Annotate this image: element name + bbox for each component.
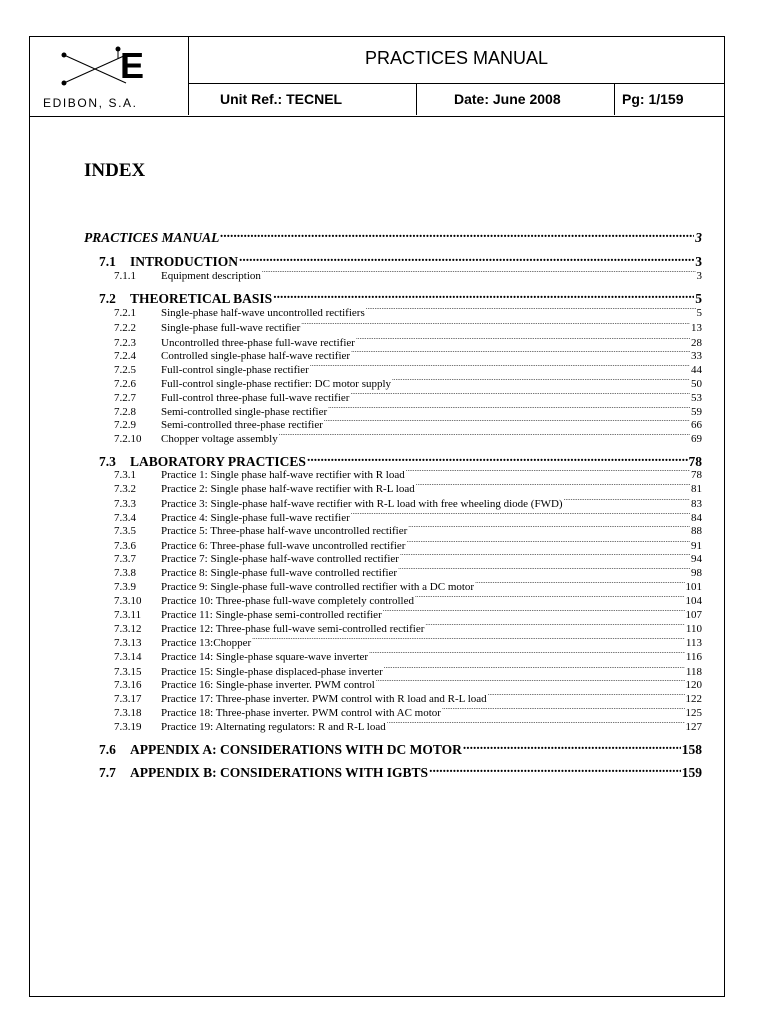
document-date: Date: June 2008 bbox=[417, 84, 615, 115]
toc-entry-number: 7.1.1 bbox=[114, 270, 136, 282]
toc-chapter[interactable] bbox=[84, 225, 702, 245]
toc-page-number: 3 bbox=[695, 254, 702, 269]
dot-leader bbox=[349, 387, 690, 401]
logo-letter: E bbox=[120, 45, 145, 86]
toc-entry-title: Practice 6: Three-phase full-wave uncontrolled rectifier bbox=[161, 540, 406, 552]
toc-page-number: 53 bbox=[691, 392, 702, 404]
toc-subentry[interactable] bbox=[114, 520, 702, 537]
dot-leader bbox=[399, 548, 690, 562]
toc-subentry[interactable] bbox=[114, 302, 702, 319]
toc-entry-title: Semi-controlled single-phase rectifier bbox=[161, 406, 328, 418]
toc-subentry[interactable] bbox=[114, 646, 702, 663]
toc-entry-number: 7.3.12 bbox=[114, 623, 142, 635]
toc-entry-title: Practice 10: Three-phase full-wave completely controlled bbox=[161, 595, 414, 607]
toc-entry-number: 7.2.2 bbox=[114, 322, 136, 334]
toc-entry-number: 7.2.7 bbox=[114, 392, 136, 404]
toc-subentry[interactable] bbox=[114, 590, 702, 607]
toc-entry-title: Full-control single-phase rectifier: DC motor supply bbox=[161, 378, 392, 390]
toc-subentry[interactable] bbox=[114, 317, 702, 334]
toc-subentry[interactable] bbox=[114, 702, 702, 719]
toc-entry-title: Practice 14: Single-phase square-wave inverter bbox=[161, 651, 369, 663]
toc-entry-title: Chopper voltage assembly bbox=[161, 433, 278, 445]
toc-entry-number: 7.2.8 bbox=[114, 406, 136, 418]
toc-page-number: 107 bbox=[685, 609, 702, 621]
toc-subentry[interactable] bbox=[114, 359, 702, 376]
toc-page-number: 33 bbox=[691, 350, 702, 362]
toc-page-number: 127 bbox=[685, 721, 702, 733]
page-number: Pg: 1/159 bbox=[622, 91, 684, 107]
toc-entry-title: Single-phase half-wave uncontrolled rectifiers bbox=[161, 307, 365, 319]
toc-subentry[interactable] bbox=[114, 414, 702, 431]
toc-entry-number: 7.3.5 bbox=[114, 525, 136, 537]
toc-entry-title: Practice 19: Alternating regulators: R and R-L load bbox=[161, 721, 386, 733]
toc-page-number: 110 bbox=[685, 623, 702, 635]
dot-leader bbox=[261, 265, 696, 279]
toc-entry-number: 7.2 bbox=[99, 291, 116, 306]
toc-entry-title: Practice 2: Single phase half-wave rectifier with R-L load bbox=[161, 483, 415, 495]
toc-page-number: 98 bbox=[691, 567, 702, 579]
toc-entry-number: 7.2.5 bbox=[114, 364, 136, 376]
toc-entry-number: 7.3 bbox=[99, 454, 116, 469]
dot-leader bbox=[219, 225, 694, 242]
dot-leader bbox=[405, 464, 690, 478]
toc-entry-title: Practice 17: Three-phase inverter. PWM control with R load and R-L load bbox=[161, 693, 487, 705]
manual-title: PRACTICES MANUAL bbox=[189, 37, 724, 84]
dot-leader bbox=[383, 661, 685, 675]
toc-subentry[interactable] bbox=[114, 688, 702, 705]
dot-leader bbox=[405, 535, 690, 549]
toc-page-number: 125 bbox=[685, 707, 702, 719]
toc-subentry[interactable] bbox=[114, 478, 702, 495]
toc-subentry[interactable] bbox=[114, 387, 702, 404]
toc-page-number: 28 bbox=[691, 337, 702, 349]
toc-page-number: 3 bbox=[695, 230, 702, 245]
toc-entry-number: 7.3.7 bbox=[114, 553, 136, 565]
toc-entry-title: APPENDIX B: CONSIDERATIONS WITH IGBTS bbox=[130, 765, 429, 780]
dot-leader bbox=[350, 507, 690, 521]
toc-entry-title: Practice 8: Single-phase full-wave controlled rectifier bbox=[161, 567, 398, 579]
dot-leader bbox=[415, 478, 690, 492]
dot-leader bbox=[487, 688, 685, 702]
toc-section[interactable] bbox=[99, 760, 702, 780]
toc-page-number: 91 bbox=[691, 540, 702, 552]
toc-page-number: 66 bbox=[691, 419, 702, 431]
toc-entry-number: 7.3.10 bbox=[114, 595, 142, 607]
toc-entry-title: INTRODUCTION bbox=[130, 254, 239, 269]
dot-leader bbox=[375, 674, 685, 688]
toc-subentry[interactable] bbox=[114, 674, 702, 691]
toc-entry-title: APPENDIX A: CONSIDERATIONS WITH DC MOTOR bbox=[130, 742, 462, 757]
toc-subentry[interactable] bbox=[114, 604, 702, 621]
dot-leader bbox=[355, 332, 690, 346]
dot-leader bbox=[300, 317, 690, 331]
dot-leader bbox=[309, 359, 690, 373]
toc-entry-number: 7.2.9 bbox=[114, 419, 136, 431]
toc-subentry[interactable] bbox=[114, 632, 702, 649]
toc-subentry[interactable] bbox=[114, 401, 702, 418]
dot-leader bbox=[350, 345, 690, 359]
toc-subentry[interactable] bbox=[114, 507, 702, 524]
toc-page-number: 118 bbox=[685, 666, 702, 678]
toc-entry-title: Practice 1: Single phase half-wave rectifier with R load bbox=[161, 469, 405, 481]
toc-page-number: 83 bbox=[691, 498, 702, 510]
toc-entry-number: 7.3.3 bbox=[114, 498, 136, 510]
toc-entry-title: Equipment description bbox=[161, 270, 261, 282]
dot-leader bbox=[407, 520, 690, 534]
toc-subentry[interactable] bbox=[114, 493, 702, 510]
toc-subentry[interactable] bbox=[114, 332, 702, 349]
dot-leader bbox=[368, 646, 685, 660]
toc-page-number: 159 bbox=[681, 765, 702, 780]
dot-leader bbox=[414, 590, 685, 604]
toc-entry-title: Practice 13:Chopper bbox=[161, 637, 252, 649]
dot-leader bbox=[278, 428, 690, 442]
toc-page-number: 44 bbox=[691, 364, 702, 376]
unit-reference: Unit Ref.: TECNEL bbox=[189, 84, 417, 115]
toc-entry-title: THEORETICAL BASIS bbox=[130, 291, 273, 306]
toc-page-number: 120 bbox=[685, 679, 702, 691]
toc-entry-title: Semi-controlled three-phase rectifier bbox=[161, 419, 323, 431]
toc-entry-title: Practice 5: Three-phase half-wave uncontrolled rectifier bbox=[161, 525, 408, 537]
toc-entry-number: 7.3.17 bbox=[114, 693, 142, 705]
toc-entry-number: 7.2.1 bbox=[114, 307, 136, 319]
toc-page-number: 158 bbox=[681, 742, 702, 757]
toc-page-number: 88 bbox=[691, 525, 702, 537]
toc-entry-title: Full-control single-phase rectifier bbox=[161, 364, 309, 376]
toc-entry-number: 7.2.4 bbox=[114, 350, 136, 362]
toc-page-number: 69 bbox=[691, 433, 702, 445]
dot-leader bbox=[327, 401, 690, 415]
dot-leader bbox=[462, 737, 681, 754]
toc-page-number: 94 bbox=[691, 553, 702, 565]
toc-entry-number: 7.3.15 bbox=[114, 666, 142, 678]
dot-leader bbox=[391, 373, 690, 387]
toc-entry-number: 7.2.6 bbox=[114, 378, 136, 390]
toc-section[interactable] bbox=[99, 737, 702, 757]
toc-page-number: 84 bbox=[691, 512, 702, 524]
toc-entry-title: LABORATORY PRACTICES bbox=[130, 454, 306, 469]
dot-leader bbox=[238, 249, 694, 266]
toc-page-number: 113 bbox=[685, 637, 702, 649]
toc-entry-title: Practice 15: Single-phase displaced-phase inverter bbox=[161, 666, 383, 678]
toc-entry-number: 7.6 bbox=[99, 742, 116, 757]
toc-subentry[interactable] bbox=[114, 373, 702, 390]
toc-entry-number: 7.3.8 bbox=[114, 567, 136, 579]
dot-leader bbox=[365, 302, 696, 316]
toc-page-number: 104 bbox=[685, 595, 702, 607]
toc-entry-number: 7.7 bbox=[99, 765, 116, 780]
toc-entry-title: PRACTICES MANUAL bbox=[84, 230, 220, 245]
toc-page-number: 59 bbox=[691, 406, 702, 418]
toc-entry-number: 7.3.2 bbox=[114, 483, 136, 495]
toc-entry-number: 7.3.11 bbox=[114, 609, 142, 621]
toc-page-number: 3 bbox=[696, 270, 702, 282]
dot-leader bbox=[323, 414, 690, 428]
toc-subentry[interactable] bbox=[114, 428, 702, 445]
toc-entry-number: 7.3.13 bbox=[114, 637, 142, 649]
toc-page-number: 5 bbox=[695, 291, 702, 306]
dot-leader bbox=[386, 716, 685, 730]
toc-entry-number: 7.3.9 bbox=[114, 581, 136, 593]
dot-leader bbox=[382, 604, 685, 618]
toc-entry-number: 7.3.6 bbox=[114, 540, 136, 552]
toc-subentry[interactable] bbox=[114, 716, 702, 733]
toc-entry-number: 7.3.19 bbox=[114, 721, 142, 733]
toc-section[interactable] bbox=[99, 286, 702, 306]
toc-entry-number: 7.3.1 bbox=[114, 469, 136, 481]
toc-page-number: 13 bbox=[691, 322, 702, 334]
toc-subentry[interactable] bbox=[114, 562, 702, 579]
dot-leader bbox=[251, 632, 685, 646]
toc-entry-number: 7.2.10 bbox=[114, 433, 142, 445]
toc-page-number: 122 bbox=[685, 693, 702, 705]
dot-leader bbox=[272, 286, 694, 303]
toc-page-number: 116 bbox=[685, 651, 702, 663]
toc-entry-title: Practice 7: Single-phase half-wave controlled rectifier bbox=[161, 553, 399, 565]
toc-entry-title: Practice 4: Single-phase full-wave rectifier bbox=[161, 512, 350, 524]
toc-subentry[interactable] bbox=[114, 618, 702, 635]
toc-entry-title: Practice 11: Single-phase semi-controlled rectifier bbox=[161, 609, 382, 621]
toc-page-number: 5 bbox=[696, 307, 702, 319]
toc-page-number: 81 bbox=[691, 483, 702, 495]
toc-subentry[interactable] bbox=[114, 661, 702, 678]
toc-subentry[interactable] bbox=[114, 464, 702, 481]
toc-subentry[interactable] bbox=[114, 265, 702, 282]
toc-entry-title: Practice 3: Single-phase half-wave rectifier with R-L load with free wheeling diode (FWD) bbox=[161, 498, 563, 510]
toc-entry-number: 7.3.4 bbox=[114, 512, 136, 524]
toc-subentry[interactable] bbox=[114, 576, 702, 593]
toc-entry-number: 7.3.18 bbox=[114, 707, 142, 719]
index-heading: INDEX bbox=[84, 160, 146, 181]
dot-leader bbox=[563, 493, 690, 507]
toc-entry-title: Single-phase full-wave rectifier bbox=[161, 322, 301, 334]
dot-leader bbox=[474, 576, 684, 590]
toc-subentry[interactable] bbox=[114, 345, 702, 362]
toc-entry-title: Controlled single-phase half-wave rectifier bbox=[161, 350, 351, 362]
toc-page-number: 101 bbox=[685, 581, 702, 593]
toc-entry-title: Practice 16: Single-phase inverter. PWM control bbox=[161, 679, 375, 691]
company-name: EDIBON, S.A. bbox=[43, 96, 138, 110]
toc-subentry[interactable] bbox=[114, 548, 702, 565]
toc-entry-number: 7.2.3 bbox=[114, 337, 136, 349]
toc-page-number: 50 bbox=[691, 378, 702, 390]
toc-entry-title: Uncontrolled three-phase full-wave rectifier bbox=[161, 337, 355, 349]
dot-leader bbox=[424, 618, 685, 632]
toc-page-number: 78 bbox=[688, 454, 702, 469]
dot-leader bbox=[441, 702, 685, 716]
toc-entry-title: Practice 18: Three-phase inverter. PWM control with AC motor bbox=[161, 707, 441, 719]
toc-entry-number: 7.1 bbox=[99, 254, 116, 269]
toc-subentry[interactable] bbox=[114, 535, 702, 552]
toc-entry-title: Full-control three-phase full-wave rectifier bbox=[161, 392, 350, 404]
toc-entry-title: Practice 9: Single-phase full-wave controlled rectifier with a DC motor bbox=[161, 581, 475, 593]
toc-entry-title: Practice 12: Three-phase full-wave semi-controlled rectifier bbox=[161, 623, 425, 635]
dot-leader bbox=[397, 562, 690, 576]
toc-entry-number: 7.3.14 bbox=[114, 651, 142, 663]
toc-page-number: 78 bbox=[691, 469, 702, 481]
dot-leader bbox=[428, 760, 681, 777]
toc-section[interactable] bbox=[99, 249, 702, 269]
toc-entry-number: 7.3.16 bbox=[114, 679, 142, 691]
